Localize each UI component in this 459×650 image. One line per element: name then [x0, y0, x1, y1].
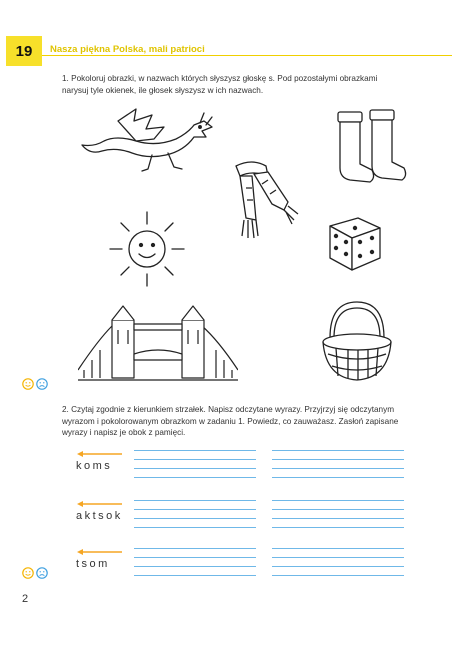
writing-lines-memory[interactable] [272, 500, 404, 536]
writing-lines-memory[interactable] [272, 450, 404, 486]
dice-picture[interactable] [324, 212, 386, 274]
arrow-left-icon [76, 500, 124, 508]
writing-lines-copy[interactable] [134, 500, 256, 536]
self-assessment-1 [22, 378, 48, 390]
sad-face-icon[interactable] [36, 378, 48, 390]
scrambled-word: koms [76, 460, 113, 472]
boots-picture[interactable] [330, 108, 410, 190]
self-assessment-2 [22, 567, 48, 579]
dragon-picture[interactable] [76, 107, 216, 187]
scrambled-word: tsom [76, 558, 110, 570]
task-2-instruction: 2. Czytaj zgodnie z kierunkiem strzałek. Napisz odczytane wyrazy. Przyjrzyj się odczytanym wyrazom i pokolorowanym obrazkom w zadaniu 1. Powiedz, co zauważasz. Zasłoń zapisane wyrazy i napisz je obok z pamięci. [62, 405, 399, 437]
writing-lines-copy[interactable] [134, 548, 256, 584]
tower-bridge-picture[interactable] [78, 300, 238, 382]
writing-lines-copy[interactable] [134, 450, 256, 486]
smile-face-icon[interactable] [22, 567, 34, 579]
chapter-header [0, 36, 459, 66]
chapter-number: 19 [6, 36, 42, 66]
basket-picture[interactable] [318, 298, 396, 384]
chapter-title: Nasza piękna Polska, mali patrioci [50, 44, 205, 55]
scrambled-word: aktsok [76, 510, 123, 522]
writing-lines-memory[interactable] [272, 548, 404, 584]
task-1-instruction: 1. Pokoloruj obrazki, w nazwach których słyszysz głoskę s. Pod pozostałymi obrazkami narysuj tyle okienek, ile głosek słyszysz w ich nazwach. [62, 74, 378, 95]
scarf-picture[interactable] [222, 158, 302, 250]
arrow-left-icon [76, 548, 124, 556]
smile-face-icon[interactable] [22, 378, 34, 390]
arrow-left-icon [76, 450, 124, 458]
page-number: 2 [22, 593, 29, 605]
sad-face-icon[interactable] [36, 567, 48, 579]
header-divider [42, 55, 452, 56]
sun-picture[interactable] [106, 208, 188, 290]
